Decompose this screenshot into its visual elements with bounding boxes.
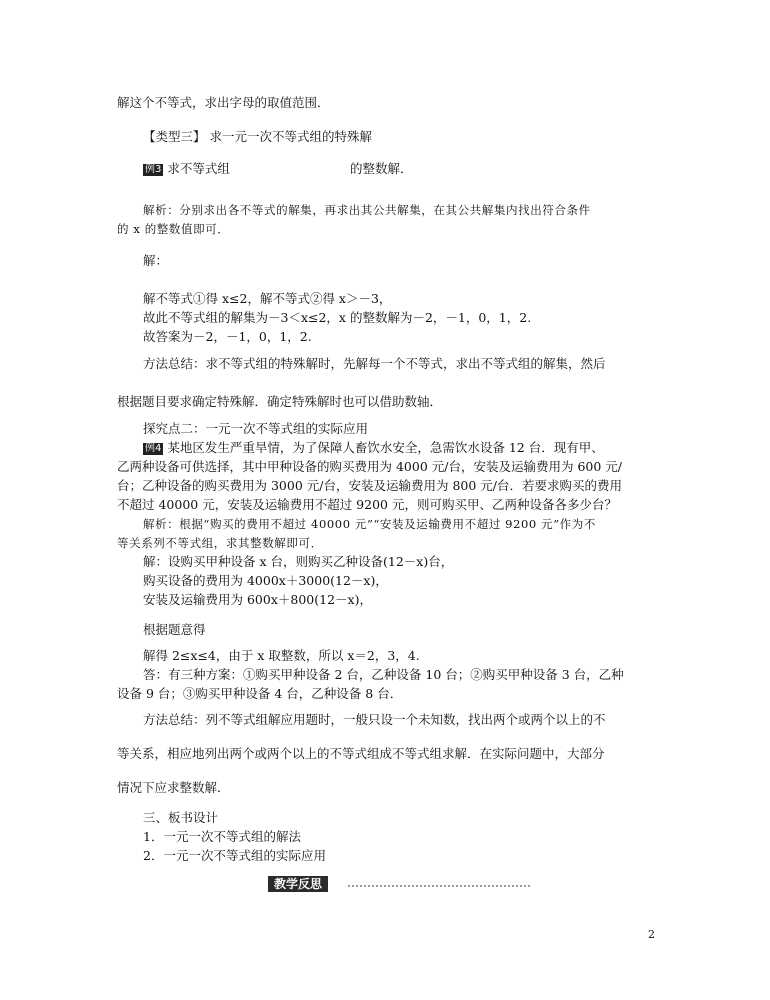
text-line: 安装及运输费用为 600x＋800(12－x)， <box>143 592 372 607</box>
text-line: 故答案为－2，－1，0，1，2. <box>143 329 312 344</box>
method-summary: 方法总结：列不等式组解应用题时，一般只设一个未知数，找出两个或两个以上的不 <box>143 712 606 727</box>
method-summary: 方法总结：求不等式组的特殊解时，先解每一个不等式，求出不等式组的解集，然后 <box>143 356 606 371</box>
list-item: 1．一元一次不等式组的解法 <box>143 829 301 844</box>
example-3-prompt <box>143 161 230 177</box>
section-heading: 三、板书设计 <box>143 810 219 825</box>
analysis-line: 解析：根据“购买的费用不超过 40000 元”“安装及运输费用不超过 9200 元”作为不 <box>143 517 596 531</box>
banner-label: 教学反思 <box>268 876 328 892</box>
reflection-banner <box>268 876 530 892</box>
example-tag: 例4 <box>145 443 162 454</box>
text-line: 购买设备的费用为 4000x＋3000(12－x)， <box>143 573 388 588</box>
section-heading: 【类型三】 求一元一次不等式组的特殊解 <box>143 129 372 144</box>
method-summary: 等关系，相应地列出两个或两个以上的不等式组成不等式组求解．在实际问题中，大部分 <box>117 746 605 761</box>
analysis-line: 的 x 的整数值即可． <box>117 222 230 236</box>
text-line: 乙两种设备可供选择，其中甲种设备的购买费用为 4000 元/台，安装及运输费用为 600 元/ <box>117 459 622 474</box>
text-line: 故此不等式组的解集为－3＜x≤2，x 的整数解为－2，－1，0，1，2. <box>143 310 532 325</box>
text-line: 根据题意得 <box>143 622 206 637</box>
text-line: 台；乙种设备的购买费用为 3000 元/台，安装及运输费用为 800 元/台．若要求购买的费用 <box>117 478 622 493</box>
text-line: 解不等式①得 x≤2，解不等式②得 x＞－3， <box>143 291 392 306</box>
text-line: 不超过 40000 元，安装及运输费用不超过 9200 元，则可购买甲、乙两种设备各多少台？ <box>117 497 617 512</box>
analysis-line: 等关系列不等式组，求其整数解即可． <box>117 536 323 550</box>
analysis-line: 解析：分别求出各不等式的解集，再求出其公共解集，在其公共解集内找出符合条件 <box>143 203 591 217</box>
dotted-divider <box>348 885 530 887</box>
list-item: 2．一元一次不等式组的实际应用 <box>143 848 326 863</box>
method-summary: 情况下应求整数解． <box>117 780 230 795</box>
text-line: 答：有三种方案：①购买甲种设备 2 台，乙种设备 10 台；②购买甲种设备 3 台，乙种 <box>143 667 624 682</box>
text-line: 解得 2≤x≤4，由于 x 取整数，所以 x＝2，3，4. <box>143 648 420 663</box>
text-segment: 的整数解． <box>350 161 413 176</box>
text-line: 设备 9 台；③购买甲种设备 4 台，乙种设备 8 台． <box>117 686 403 701</box>
method-summary: 根据题目要求确定特殊解．确定特殊解时也可以借助数轴． <box>117 394 443 409</box>
text-line: 解：设购买甲种设备 x 台，则购买乙种设备(12－x)台， <box>143 554 454 569</box>
example-tag: 例3 <box>145 164 162 175</box>
text-segment: 某地区发生严重旱情，为了保障人畜饮水安全，急需饮水设备 12 台．现有甲、 <box>167 440 604 455</box>
text-line: 解这个不等式，求出字母的取值范围． <box>117 95 330 110</box>
text-segment: 求不等式组 <box>167 161 230 176</box>
page-number: 2 <box>648 928 655 941</box>
section-heading: 探究点二：一元一次不等式组的实际应用 <box>143 421 369 436</box>
solution-label: 解： <box>143 253 169 268</box>
example-4-prompt <box>143 440 604 456</box>
